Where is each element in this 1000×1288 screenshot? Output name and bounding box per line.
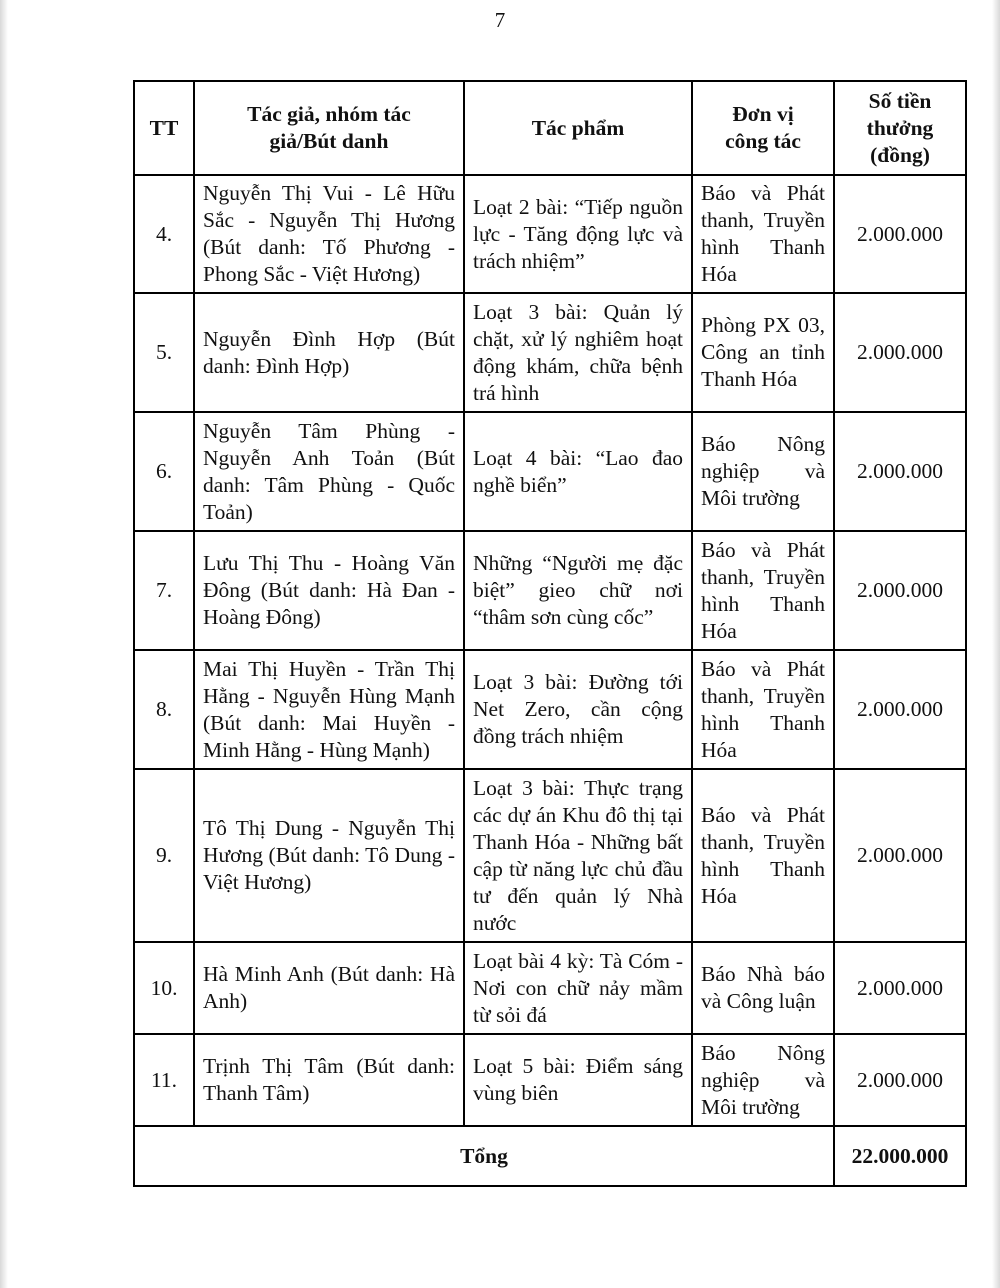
total-value: 22.000.000 xyxy=(834,1126,966,1186)
row-work: Loạt 4 bài: “Lao đao nghề biển” xyxy=(464,412,692,531)
row-prize: 2.000.000 xyxy=(834,1034,966,1126)
header-prize: Số tiền thưởng (đồng) xyxy=(834,81,966,175)
row-number: 9. xyxy=(134,769,194,942)
row-prize: 2.000.000 xyxy=(834,942,966,1034)
row-unit: Báo và Phát thanh, Truyền hình Thanh Hóa xyxy=(692,650,834,769)
total-row xyxy=(134,1126,966,1186)
row-number: 7. xyxy=(134,531,194,650)
table-row xyxy=(134,769,966,942)
row-prize: 2.000.000 xyxy=(834,293,966,412)
row-work: Những “Người mẹ đặc biệt” gieo chữ nơi “thâm sơn cùng cốc” xyxy=(464,531,692,650)
row-work: Loạt 2 bài: “Tiếp nguồn lực - Tăng động lực và trách nhiệm” xyxy=(464,175,692,293)
row-author: Tô Thị Dung - Nguyễn Thị Hương (Bút danh: Tô Dung - Việt Hương) xyxy=(194,769,464,942)
page-edge-right xyxy=(992,0,1000,1288)
row-prize: 2.000.000 xyxy=(834,769,966,942)
row-work: Loạt bài 4 kỳ: Tà Cóm - Nơi con chữ nảy mầm từ sỏi đá xyxy=(464,942,692,1034)
table-row xyxy=(134,1034,966,1126)
row-number: 5. xyxy=(134,293,194,412)
table-row xyxy=(134,942,966,1034)
row-author: Mai Thị Huyền - Trần Thị Hằng - Nguyễn Hùng Mạnh (Bút danh: Mai Huyền - Minh Hằng - Hùng Mạnh) xyxy=(194,650,464,769)
row-work: Loạt 3 bài: Đường tới Net Zero, cần cộng đồng trách nhiệm xyxy=(464,650,692,769)
total-label: Tổng xyxy=(134,1126,834,1186)
header-tt: TT xyxy=(134,81,194,175)
header-author: Tác giả, nhóm tác giả/Bút danh xyxy=(194,81,464,175)
row-unit: Phòng PX 03, Công an tỉnh Thanh Hóa xyxy=(692,293,834,412)
row-prize: 2.000.000 xyxy=(834,650,966,769)
row-prize: 2.000.000 xyxy=(834,175,966,293)
row-unit: Báo Nhà báo và Công luận xyxy=(692,942,834,1034)
row-number: 10. xyxy=(134,942,194,1034)
row-author: Lưu Thị Thu - Hoàng Văn Đông (Bút danh: Hà Đan - Hoàng Đông) xyxy=(194,531,464,650)
table-row xyxy=(134,175,966,293)
row-unit: Báo và Phát thanh, Truyền hình Thanh Hóa xyxy=(692,531,834,650)
row-author: Nguyễn Thị Vui - Lê Hữu Sắc - Nguyễn Thị Hương (Bút danh: Tố Phương - Phong Sắc - Việt Hương) xyxy=(194,175,464,293)
row-number: 8. xyxy=(134,650,194,769)
table-row xyxy=(134,531,966,650)
row-author: Trịnh Thị Tâm (Bút danh: Thanh Tâm) xyxy=(194,1034,464,1126)
row-unit: Báo Nông nghiệp và Môi trường xyxy=(692,412,834,531)
page-number: 7 xyxy=(494,8,506,32)
header-work: Tác phẩm xyxy=(464,81,692,175)
awards-table xyxy=(133,80,967,1187)
row-work: Loạt 5 bài: Điểm sáng vùng biên xyxy=(464,1034,692,1126)
page-edge-left xyxy=(0,0,8,1288)
table-row xyxy=(134,412,966,531)
row-prize: 2.000.000 xyxy=(834,412,966,531)
row-author: Nguyễn Đình Hợp (Bút danh: Đình Hợp) xyxy=(194,293,464,412)
row-number: 4. xyxy=(134,175,194,293)
table-row xyxy=(134,293,966,412)
row-unit: Báo Nông nghiệp và Môi trường xyxy=(692,1034,834,1126)
row-prize: 2.000.000 xyxy=(834,531,966,650)
row-unit: Báo và Phát thanh, Truyền hình Thanh Hóa xyxy=(692,175,834,293)
row-work: Loạt 3 bài: Quản lý chặt, xử lý nghiêm hoạt động khám, chữa bệnh trá hình xyxy=(464,293,692,412)
row-number: 6. xyxy=(134,412,194,531)
table-header-row xyxy=(134,81,966,175)
row-number: 11. xyxy=(134,1034,194,1126)
row-author: Hà Minh Anh (Bút danh: Hà Anh) xyxy=(194,942,464,1034)
row-unit: Báo và Phát thanh, Truyền hình Thanh Hóa xyxy=(692,769,834,942)
row-author: Nguyễn Tâm Phùng - Nguyễn Anh Toản (Bút danh: Tâm Phùng - Quốc Toản) xyxy=(194,412,464,531)
table-row xyxy=(134,650,966,769)
header-unit: Đơn vị công tác xyxy=(692,81,834,175)
row-work: Loạt 3 bài: Thực trạng các dự án Khu đô thị tại Thanh Hóa - Những bất cập từ năng lực chủ đầu tư đến quản lý Nhà nước xyxy=(464,769,692,942)
